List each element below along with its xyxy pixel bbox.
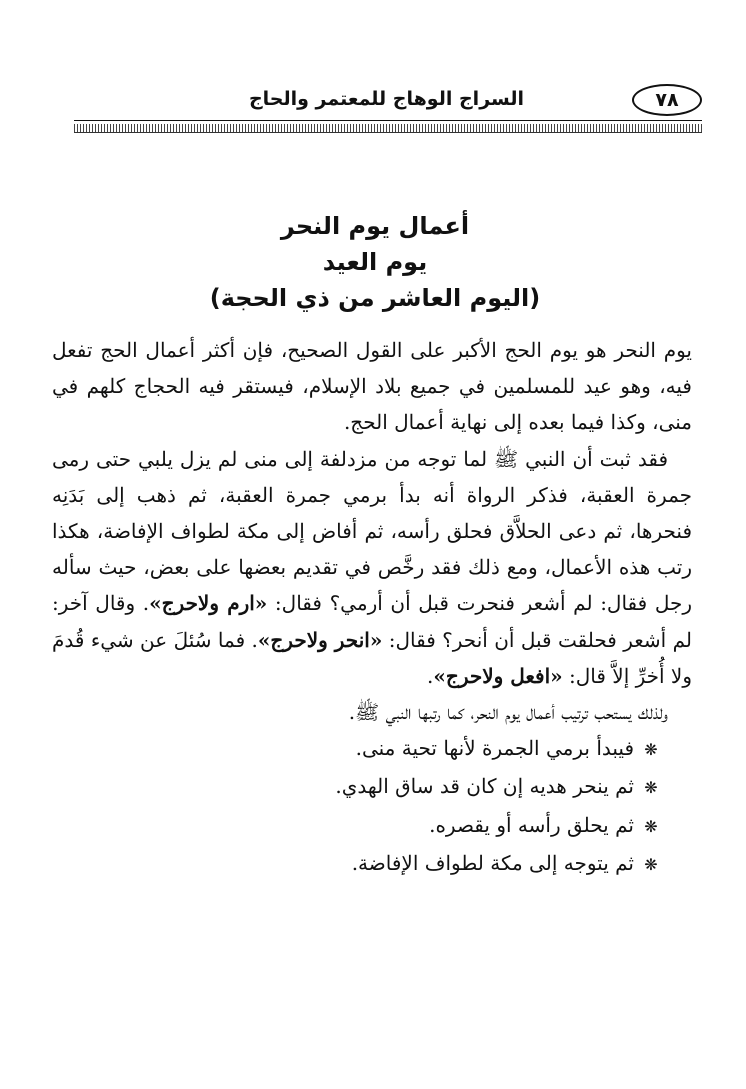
list-item-text: ثم يحلق رأسه أو يقصره. (429, 812, 634, 837)
list-item (52, 845, 662, 883)
list-item-text: ثم يتوجه إلى مكة لطواف الإفاضة. (351, 850, 634, 875)
bullet-icon: ❋ (644, 778, 658, 798)
paragraph-1: يوم النحر هو يوم الحج الأكبر على القول الصحيح، فإن أكثر أعمال الحج تفعل فيه، وهو عيد للمسلمين في جميع بلاد الإسلام، فيستقر فيه الحجاج كلهم في منى، وكذا فيما بعده إلى نهاية أعمال الحج. (52, 338, 692, 435)
bullet-icon: ❋ (644, 854, 658, 874)
paragraph-3: ولذلك يستحب ترتيب أعمال يوم النحر، كما رتبها النبي ﷺ. (348, 700, 668, 725)
paragraph-2-text-d: . (427, 663, 434, 688)
chapter-subtitle: يوم العيد (322, 248, 428, 276)
hadith-quote-2: «انحر ولاحرج» (257, 627, 383, 652)
page-number: ٧٨ (655, 88, 679, 111)
paragraph-2-text-b: . وقال آخر: لم أشعر فحلقت قبل أن أنحر؟ فقال: (52, 591, 693, 652)
header-rule (74, 120, 702, 121)
bullet-icon: ❋ (644, 740, 658, 760)
steps-list (52, 730, 692, 883)
list-item-text: ثم ينحر هديه إن كان قد ساق الهدي. (335, 774, 634, 799)
chapter-titles (70, 208, 680, 316)
running-header (74, 82, 702, 132)
body-text (52, 332, 692, 883)
paragraph-2-text-c: . فما سُئلَ عن شيء قُدمَ ولا أُخرِّ إلاَّ قال: (52, 627, 692, 688)
hadith-quote-3: «افعل ولاحرج» (433, 663, 563, 688)
bullet-icon: ❋ (644, 816, 658, 836)
list-item (52, 807, 662, 845)
chapter-title: أعمال يوم النحر (280, 212, 470, 240)
paragraph-2 (52, 441, 692, 694)
chapter-date: (اليوم العاشر من ذي الحجة) (209, 284, 541, 312)
page-number-oval (632, 84, 702, 116)
book-title: السراج الوهاج للمعتمر والحاج (248, 88, 524, 110)
hadith-quote-1: «ارم ولاحرج» (149, 591, 268, 616)
list-item (52, 768, 662, 806)
header-hatched-band (74, 124, 702, 133)
list-item (52, 730, 662, 768)
list-item-text: فيبدأ برمي الجمرة لأنها تحية منى. (355, 736, 634, 761)
paragraph-2-text-a: فقد ثبت أن النبي ﷺ لما توجه من مزدلفة إلى منى لم يزل يلبي حتى رمى جمرة العقبة، فذكر الرواة أنه بدأ برمي جمرة العقبة، ثم ذهب إلى بَدَنِه فنحرها، ثم دعى الحلاَّق فحلق رأسه، ثم أفاض إلى مكة لطواف الإفاضة، هكذا رتب هذه الأعمال، ومع ذلك فقد رخَّص في تقديم بعضها على بعض، حيث سأله رجل فقال: لم أشعر فنحرت قبل أن أرمي؟ فقال: (52, 446, 693, 616)
